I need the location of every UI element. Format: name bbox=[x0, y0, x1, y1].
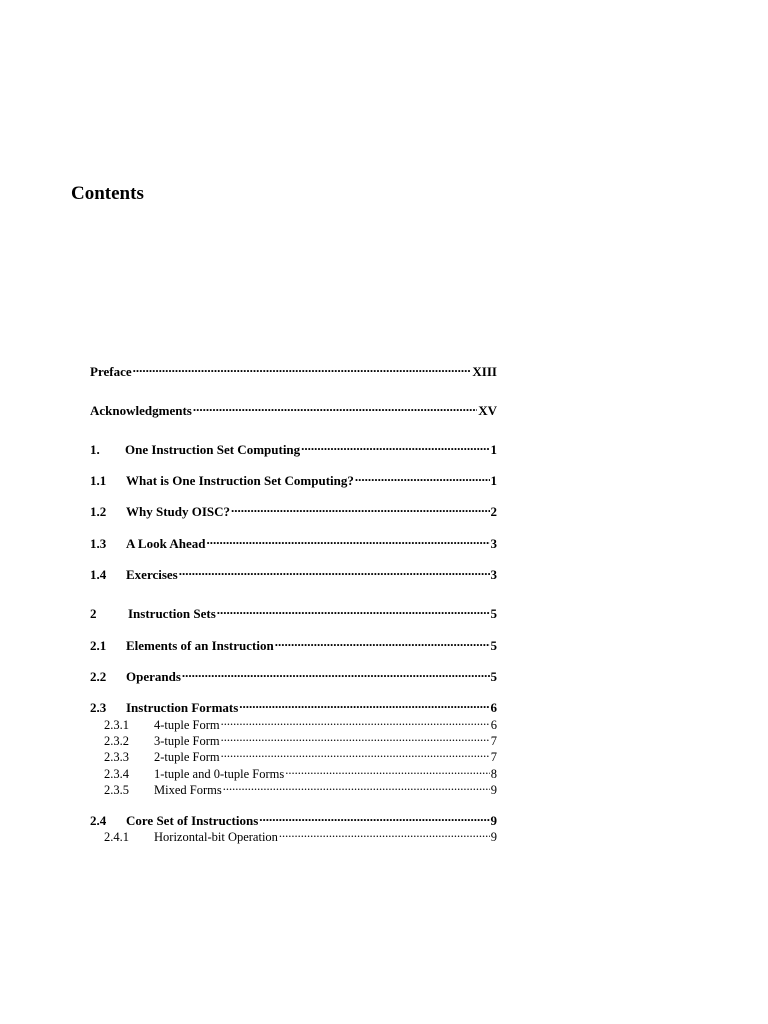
toc-entry-page: 9 bbox=[490, 783, 497, 797]
toc-entry-page: 7 bbox=[490, 750, 497, 764]
toc-entry-1-1[interactable] bbox=[90, 469, 497, 489]
toc-entry-label: Acknowledgments bbox=[90, 403, 192, 418]
leader-dots bbox=[221, 745, 490, 761]
page-title: Contents bbox=[71, 183, 144, 204]
toc-entry-label: Mixed Forms bbox=[154, 783, 222, 797]
toc-entry-page: 5 bbox=[490, 638, 497, 653]
toc-entry-label: What is One Instruction Set Computing? bbox=[126, 473, 354, 488]
toc-entry-page: 1 bbox=[490, 442, 497, 457]
leader-dots bbox=[217, 602, 490, 618]
toc-entry-number: 2.2 bbox=[90, 669, 107, 684]
leader-dots bbox=[285, 762, 490, 778]
toc-entry-page: 7 bbox=[490, 734, 497, 748]
toc-entry-chapter-1[interactable] bbox=[90, 438, 497, 458]
toc-entry-label: Preface bbox=[90, 364, 132, 379]
toc-entry-number: 1.3 bbox=[90, 536, 107, 551]
toc-entry-label: 2-tuple Form bbox=[154, 750, 220, 764]
toc-entry-acknowledgments[interactable] bbox=[90, 399, 497, 419]
toc-entry-number: 1. bbox=[90, 442, 100, 457]
toc-entry-page: 2 bbox=[490, 504, 497, 519]
toc-entry-page: 5 bbox=[490, 669, 497, 684]
toc-entry-page: 9 bbox=[490, 813, 497, 828]
toc-entry-number: 2.4 bbox=[90, 813, 107, 828]
toc-entry-1-2[interactable] bbox=[90, 500, 497, 520]
toc-entry-number: 2.3.3 bbox=[104, 750, 129, 764]
toc-entry-page: 5 bbox=[490, 606, 497, 621]
leader-dots bbox=[279, 825, 490, 841]
toc-entry-label: Operands bbox=[126, 669, 181, 684]
toc-entry-label: Why Study OISC? bbox=[126, 504, 231, 519]
leader-dots bbox=[133, 360, 472, 376]
toc-entry-label: 1-tuple and 0-tuple Forms bbox=[154, 767, 285, 781]
leader-dots bbox=[275, 634, 490, 650]
leader-dots bbox=[355, 469, 490, 485]
toc-entry-label: Elements of an Instruction bbox=[126, 638, 274, 653]
toc-entry-label: One Instruction Set Computing bbox=[125, 442, 301, 457]
leader-dots bbox=[206, 532, 489, 548]
toc-entry-2-4-1[interactable] bbox=[104, 825, 497, 845]
toc-entry-page: 3 bbox=[490, 567, 497, 582]
leader-dots bbox=[301, 438, 489, 454]
toc-entry-number: 1.2 bbox=[90, 504, 107, 519]
toc-entry-page: 1 bbox=[490, 473, 497, 488]
toc-entry-number: 1.4 bbox=[90, 567, 107, 582]
toc-entry-label: 4-tuple Form bbox=[154, 718, 220, 732]
toc-entry-2-1[interactable] bbox=[90, 634, 497, 654]
toc-entry-page: 6 bbox=[490, 700, 497, 715]
leader-dots bbox=[223, 778, 490, 794]
leader-dots bbox=[221, 729, 490, 745]
toc-entry-page: 8 bbox=[490, 767, 497, 781]
leader-dots bbox=[259, 809, 489, 825]
toc-entry-1-4[interactable] bbox=[90, 563, 497, 583]
toc-entry-label: 3-tuple Form bbox=[154, 734, 220, 748]
toc-entry-label: Exercises bbox=[126, 567, 178, 582]
toc-entry-label: Instruction Sets bbox=[128, 606, 216, 621]
toc-entry-page: XV bbox=[478, 403, 497, 418]
toc-entry-number: 2.1 bbox=[90, 638, 107, 653]
toc-entry-2-3-5[interactable] bbox=[104, 778, 497, 798]
toc-entry-chapter-2[interactable] bbox=[90, 602, 497, 622]
toc-entry-label: Instruction Formats bbox=[126, 700, 239, 715]
toc-entry-label: Core Set of Instructions bbox=[126, 813, 259, 828]
toc-entry-2-2[interactable] bbox=[90, 665, 497, 685]
toc-entry-number: 2.3 bbox=[90, 700, 107, 715]
toc-entry-page: 9 bbox=[490, 830, 497, 844]
leader-dots bbox=[221, 713, 490, 729]
toc-entry-number: 2.3.2 bbox=[104, 734, 129, 748]
leader-dots bbox=[231, 500, 489, 516]
toc-entry-preface[interactable] bbox=[90, 360, 497, 380]
leader-dots bbox=[193, 399, 477, 415]
toc-entry-number: 2.3.4 bbox=[104, 767, 129, 781]
leader-dots bbox=[179, 563, 490, 579]
toc-entry-number: 2 bbox=[90, 606, 97, 621]
leader-dots bbox=[239, 696, 489, 712]
toc-entry-1-3[interactable] bbox=[90, 532, 497, 552]
table-of-contents bbox=[90, 0, 497, 1024]
leader-dots bbox=[182, 665, 490, 681]
toc-entry-label: Horizontal-bit Operation bbox=[154, 830, 278, 844]
toc-entry-number: 2.3.1 bbox=[104, 718, 129, 732]
toc-entry-number: 2.3.5 bbox=[104, 783, 129, 797]
toc-entry-page: XIII bbox=[472, 364, 497, 379]
toc-entry-page: 6 bbox=[490, 718, 497, 732]
toc-entry-number: 2.4.1 bbox=[104, 830, 129, 844]
toc-entry-number: 1.1 bbox=[90, 473, 107, 488]
toc-entry-page: 3 bbox=[490, 536, 497, 551]
toc-entry-label: A Look Ahead bbox=[126, 536, 206, 551]
